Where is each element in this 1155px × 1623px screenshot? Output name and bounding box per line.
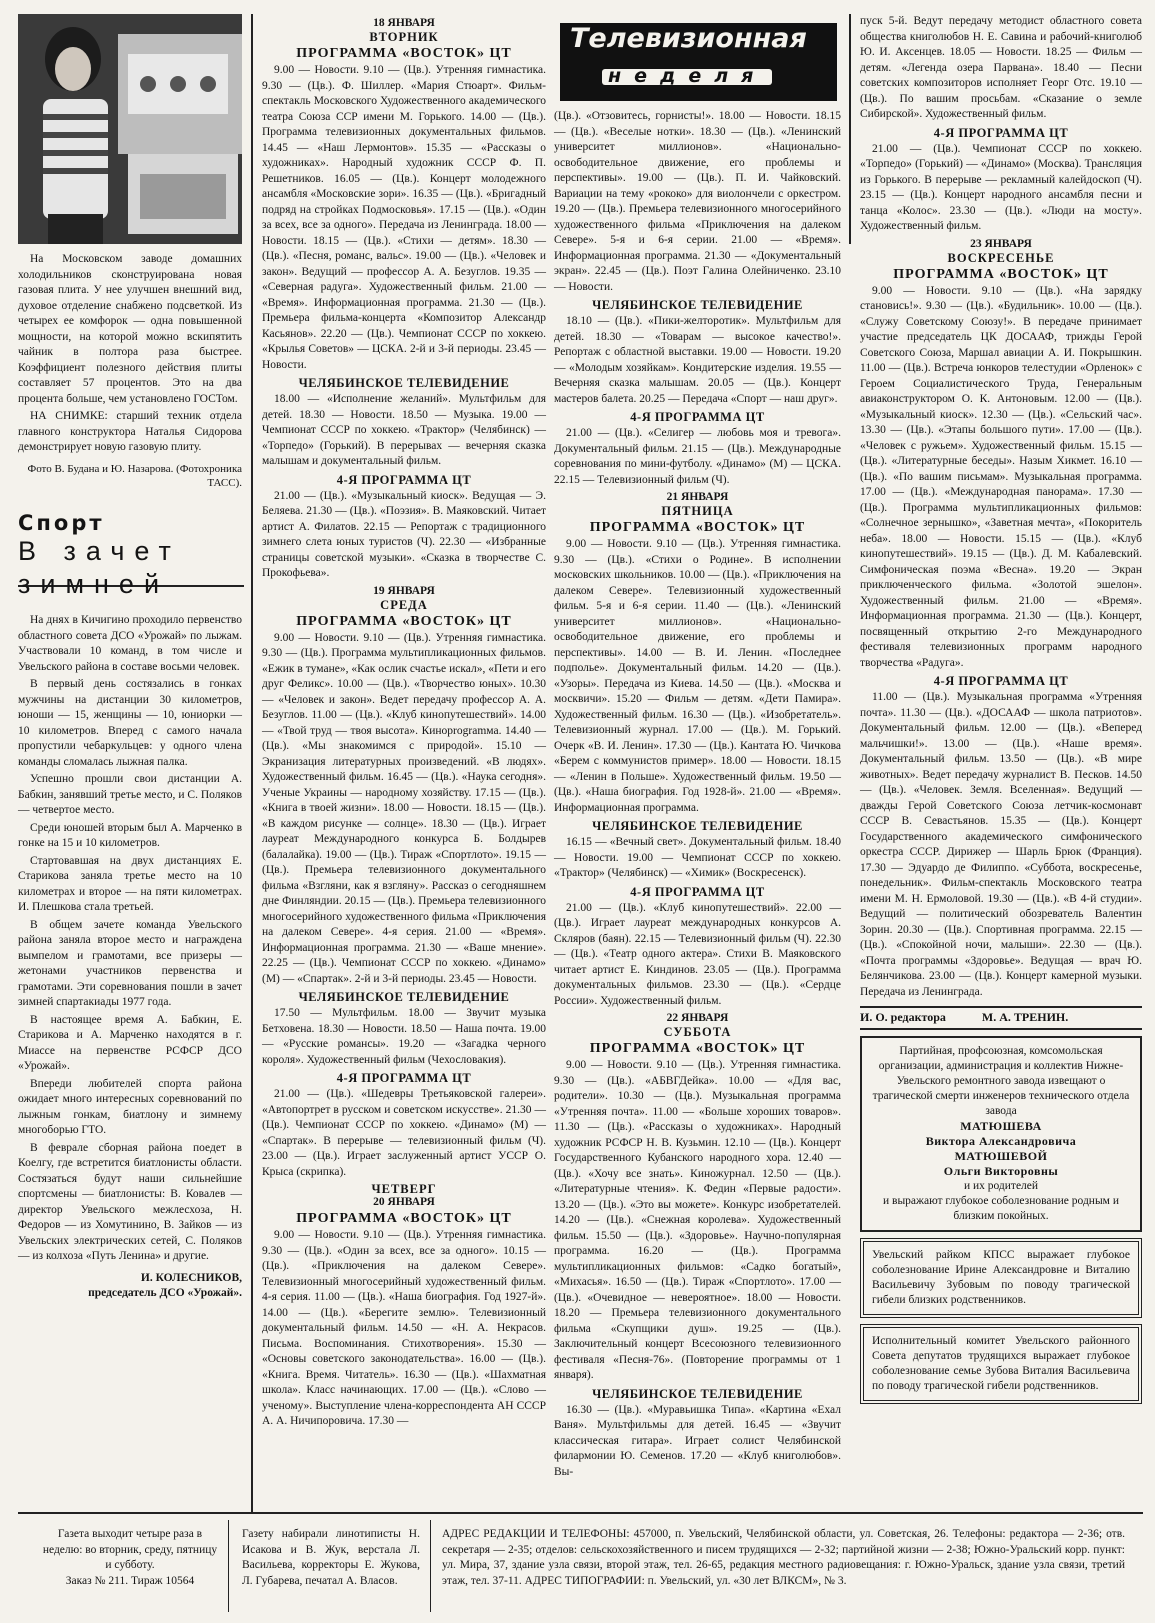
notice-name: МАТЮШЕВОЙ xyxy=(954,1148,1048,1163)
schedule-text: 21.00 — (Цв.). «Селигер — любовь моя и тревога». Документальный фильм. 21.15 — (Цв.). Международные соревнования по мини-футболу. «Динамо» (М) — ЦСКА. 22.15 — Телевизионный фильм (Ч). xyxy=(554,427,841,486)
schedule-text: 18.00 — «Исполнение желаний». Мультфильм для детей. 18.30 — Новости. 18.50 — Музыка. 19.00 — Чемпионат СССР по хоккею. «Трактор» (Челябинск) — «Торпедо» (Горький). В перерывах — вечерняя сказка малышам и документальный фильм. xyxy=(262,393,546,467)
schedule-text: 21.00 — (Цв.). «Музыкальный киоск». Ведущая — Э. Беляева. 21.30 — (Цв.). «Поэзия». В. Маяковский. Читает артист А. Филатов. 22.15 — Репортаж с традиционного зимнего слета юных туристов (Ч). 22.30 — «Избранные страницы советской музыки». «Сказка в творчестве С. Прокофьева». xyxy=(262,489,546,579)
footer-publication-info xyxy=(40,1527,220,1589)
condolence-notice xyxy=(860,1324,1142,1404)
day-date: 22 ЯНВАРЯ xyxy=(666,1012,729,1024)
footer-order: Заказ № 211. Тираж 10564 xyxy=(65,1574,195,1587)
schedule-text: 18.10 — (Цв.). «Пики-желторотик». Мультфильм для детей. 18.30 — «Товарам — высокое качество!». Репортаж с областной выставки. 19.00 — Новости. 19.20 — «Молодым хозяйкам». Кондитерские изделия. 19.55 — Вечерняя сказка малышам. 20.05 — (Цв.). Концерт мастеров балета. 20.25 — Передача «Спорт — наш друг». xyxy=(554,315,841,405)
day-date: 19 ЯНВАРЯ xyxy=(373,584,435,597)
day-date: 18 ЯНВАРЯ xyxy=(373,17,435,29)
notice-text: и выражают глубокое соболезнование родным и близким покойных. xyxy=(883,1194,1119,1222)
headline-line-1: В зачет xyxy=(18,536,181,566)
masthead-subtitle: неделя xyxy=(602,69,772,85)
program-heading: ЧЕЛЯБИНСКОЕ ТЕЛЕВИДЕНИЕ xyxy=(592,1386,803,1401)
program-heading: ПРОГРАММА «ВОСТОК» ЦТ xyxy=(893,266,1109,282)
program-heading: ПРОГРАММА «ВОСТОК» ЦТ xyxy=(296,1211,512,1226)
program-heading: ПРОГРАММА «ВОСТОК» ЦТ xyxy=(589,1041,806,1056)
footer-rule-v2 xyxy=(430,1520,431,1612)
footer-rule xyxy=(18,1512,1143,1514)
article-paragraph: На днях в Кичигино проходило первенство областного совета ДСО «Урожай» по лыжам. Участвовали 10 команд, в том числе и Увельского района в составе восьми человек. xyxy=(18,614,242,673)
obituary-notice xyxy=(860,1036,1142,1232)
photo-caption: На Московском заводе домашних холодильников сконструирована новая газовая плита. У нее улучшен внешний вид, духовое отделение снабжено подсветкой. Из четырех ее комфорок — одна повышенной мощности, на которой можно вскипятить чайник в полтора раза быстрее. Коэффициент полезного действия плиты составляет 57 процентов. Это на два процента больше, чем установлено ГОСТом. xyxy=(18,253,242,405)
notice-text: Исполнительный комитет Увельского районного Совета депутатов трудящихся выражает глубокое соболезнование семье Зубова Виталия Васильевича по поводу трагической гибели родственников. xyxy=(872,1334,1130,1392)
schedule-text: 17.50 — Мультфильм. 18.00 — Звучит музыка Бетховена. 18.30 — Новости. 18.50 — Наша почта. 19.00 — «Русские романсы». 19.20 — «Загадка черного короля». Художественный фильм (Чехословакия). xyxy=(262,1007,546,1066)
author-title: председатель ДСО «Урожай». xyxy=(88,1287,242,1299)
notice-text: и их родителей xyxy=(963,1179,1039,1192)
program-heading: 4-Я ПРОГРАММА ЦТ xyxy=(933,674,1069,688)
photo-image xyxy=(18,14,242,244)
photo-note: НА СНИМКЕ: старший техник отдела главного конструктора Наталья Сидорова демонстрирует новую газовую плиту. xyxy=(18,410,242,453)
schedule-text: 11.00 — (Цв.). Музыкальная программа «Утренняя почта». 11.30 — (Цв.). «ДОСААФ — школа патриотов». Документальный фильм. 12.00 — (Цв.). «Веперед мальчишки!». 13.00 — (Цв.). «Наше время». Документальный фильм. 13.50 — (Цв.). «В мире животных». Ведет передачу журналист В. Песков. 14.50 — (Цв.). «Человек. Земля. Вселенная». Ведущий — дважды Герой Советского Союза летчик-космонавт СССР В. Севастьянов. 15.35 — (Цв.). Концерт Государственного академического симфонического оркестра СССР. Дирижер — Шарль Брюк (Франция). 17.30 — Эдуардо де Филиппо. «Суббота, воскресенье, понедельник». Фильм-спектакль Московского театра имени М. Н. Ермоловой. 19.30 — (Цв.). «В 4-й студии». Ведущий — политический обозреватель Валентин Зорин. 20.30 — (Цв.). Спортивная программа. 22.15 — (Цв.). «Спокойной ночи, малыши». 22.30 — (Цв.). «Почта программы «Здоровье». Ведущая — врач Ю. Белянчикова. 23.00 — (Цв.). Концерт камерной музыки. Передача из Ленинграда. xyxy=(860,691,1142,998)
program-heading: 4-Я ПРОГРАММА ЦТ xyxy=(933,125,1069,140)
photo-credit: Фото В. Будана и Ю. Назарова. (Фотохроника ТАСС). xyxy=(27,462,242,489)
program-heading: ЧЕЛЯБИНСКОЕ ТЕЛЕВИДЕНИЕ xyxy=(298,990,510,1004)
schedule-text: пуск 5-й. Ведут передачу методист областного совета общества книголюбов Н. Е. Савина и рабочий-книголюб Ю. И. Аксенцев. 18.05 — Новости. 18.25 — Фильм — детям. «Легенда озера Парвана». 18.40 — Песни советских композиторов исполняет Георг Отс. 19.10 — (Цв.). По вашим просьбам. «Сказание о земле Сибирской». Художественный фильм. xyxy=(860,15,1142,120)
notice-text: Партийная, профсоюзная, комсомольская организации, администрация и коллектив Нижне-Увельского ремонтного завода извещают о трагической смерти инженеров технического отдела завода xyxy=(872,1044,1130,1117)
article-paragraph: В общем зачете команда Увельского района заняла второе место и награждена вымпелом и грамотами, все призеры — жетонами участников первенства и грамотами. Эти соревнования пошли в зачет зимней спартакиады 1977 года. xyxy=(18,918,242,1008)
column-2 xyxy=(262,14,546,1432)
day-weekday: СРЕДА xyxy=(380,597,428,612)
headline-line-2: зимней xyxy=(18,569,170,599)
program-heading: ЧЕЛЯБИНСКОЕ ТЕЛЕВИДЕНИЕ xyxy=(592,298,803,312)
schedule-text: (Цв.). «Отзовитесь, горнисты!». 18.00 — Новости. 18.15 — (Цв.). «Веселые нотки». 18.30 — (Цв.). «Ленинский университет миллионов». «Национально-освободительное движение, его проблемы и перспективы». 19.00 — (Цв.). П. И. Чайковский. Вариации на тему «рококо» для виолончели с оркестром. 19.20 — (Цв.). Премьера телевизионного многосерийного художественного фильма «Приключения на далеком Севере». 5-я и 6-я серии. 21.00 — «Время». Информационная программа. 21.30 — «Документальный экран». 22.45 — (Цв.). Поэт Галина Олейниченко. 23.10 — Новости. xyxy=(554,110,841,293)
condolence-notice xyxy=(860,1238,1142,1318)
section-label-sport: Спорт xyxy=(18,510,105,535)
program-heading: ПРОГРАММА «ВОСТОК» ЦТ xyxy=(589,520,806,535)
day-weekday: ЧЕТВЕРГ xyxy=(371,1182,437,1196)
article-paragraph: В феврале сборная района поедет в Коелгу, где встретится биатлонисты области. Состязаться будут наши сильнейшие спортсмены — биатлонисты: В. Ковалев — директор Увельского межлесхоза, Н. Федоров — из Хомутинино, В. Зайков — из Увельских электрических сетей, С. Поляков — из колхоза «Путь Ленина» и другие. xyxy=(18,1141,242,1262)
article-paragraph: В настоящее время А. Бабкин, Е. Старикова и А. Марченко находятся в г. Миассе на первенстве РСФСР ДСО «Урожай». xyxy=(18,1013,242,1072)
schedule-text: 21.00 — (Цв.). Чемпионат СССР по хоккею. «Торпедо» (Горький) — «Динамо» (Москва). Трансляция из Горького. В перерыве — рекламный калейдоскоп (Ч). 23.15 — (Цв.). Концерт народного ансамбля песни и танца «Колос». 23.30 — (Цв.). «Люди на мосту». Художественный фильм. xyxy=(860,142,1142,232)
program-heading: 4-Я ПРОГРАММА ЦТ xyxy=(336,472,472,487)
schedule-text: 9.00 — Новости. 9.10 — (Цв.). Утренняя гимнастика. 9.30 — (Цв.). «АБВГДейка». 10.00 — «Для вас, родители». 10.30 — (Цв.). Музыкальная программа «Утренняя почта». 11.00 — «Больше хороших товаров». 11.30 — (Цв.). «Рассказы о художниках». Народный художник РСФСР Н. В. Кузьмин. 12.10 — (Цв.). Концерт Государственного Кубанского народного хора. 12.40 — (Цв.). «Хочу все знать». Киножурнал. 12.50 — (Цв.). «Литературные чтения». К. Федин «Первые радости». 13.20 — (Цв.). «Это вы можете». Конкурс изобретателей. 14.20 — (Цв.). «Снежная королева». Художественный фильм. 15.50 — (Цв.). «Здоровье». Научно-популярная программа. 16.20 — (Цв.). Программа мультипликационных фильмов: «Садко богатый», «Михасья». 16.50 — (Цв.). Тираж «Спортлото». 17.00 — (Цв.). «Очевидное — невероятное». 18.00 — Новости. 18.20 — Премьера телевизионного документального фильма «Скупщики душ». 19.25 — (Цв.). Заключительный концерт Всесоюзного телевизионного фестиваля «Песня-76». (Повторение программы от 1 января). xyxy=(554,1059,841,1381)
program-heading: 4-Я ПРОГРАММА ЦТ xyxy=(336,1071,472,1085)
editor-name: М. А. ТРЕНИН. xyxy=(981,1010,1069,1024)
program-heading: ЧЕЛЯБИНСКОЕ ТЕЛЕВИДЕНИЕ xyxy=(592,819,803,833)
program-heading: ПРОГРАММА «ВОСТОК» ЦТ xyxy=(296,613,512,629)
editor-line xyxy=(860,1006,1142,1030)
notice-text: Увельский райком КПСС выражает глубокое соболезнование Ирине Александровне и Виталию Васильевичу Зубовым по поводу трагической гибели близких родственников. xyxy=(872,1248,1130,1306)
article-paragraph: Впереди любителей спорта района ожидает много интересных соревнований по лыжным гонкам, биатлону и зимнему многоборью ГТО. xyxy=(18,1077,242,1136)
column-1 xyxy=(18,14,242,1302)
masthead-title: Телевизионная xyxy=(570,23,807,54)
day-date: 20 ЯНВАРЯ xyxy=(373,1196,435,1208)
schedule-text: 9.00 — Новости. 9.10 — (Цв.). Утренняя гимнастика. 9.30 — (Цв.). Ф. Шиллер. «Мария Стюарт». Фильм-спектакль Московского Художественного академического театра Союза ССР имени М. Горького. 14.00 — (Цв.). Программа телевизионных документальных фильмов. 14.45 — «Наш Лермонтов». 15.35 — «Рассказы о художниках». Народный художник СССР Ф. П. Решетников. 16.05 — (Цв.). Концерт молодежного ансамбля «Московские зори». 16.35 — (Цв.). «Бригадный подряд на стройках Подмосковья». 17.15 — (Цв.). «Один за всех, все за одного». Передача из Ленинграда. 18.00 — Новости. 18.15 — (Цв.). «Стихи — детям». 18.30 — (Цв.). «Песня, романс, вальс». 19.00 — (Цв.). «Человек и закон». Ведущий — профессор А. А. Безуглов. 19.35 — «Северная радуга». Художественный фильм. 21.00 — «Время». Информационная программа. 21.30 — (Цв.). Премьера фильма-концерта «Композитор Александр Касьянов». 22.20 — (Цв.). Чемпионат СССР по хоккею. «Крылья Советов» — ЦСКА. 2-й и 3-й периоды. 23.45 — Новости. xyxy=(262,64,546,371)
day-date: 21 ЯНВАРЯ xyxy=(666,491,729,503)
schedule-text: 9.00 — Новости. 9.10 — (Цв.). «На зарядку становись!». 9.30 — (Цв.). «Будильник». 10.00 — (Цв.). «Служу Советскому Союзу!». В передаче принимает участие председатель ЦК ДОСААФ, трижды Герой Советского Союза, Маршал авиации А. И. Покрышкин. 11.00 — (Цв.). Встреча юнкоров телестудии «Орленок» с Героем Социалистического Труда, Генеральным авиаконструктором О. К. Антоновым. 12.00 — (Цв.). «Музыкальный киоск». 12.30 — (Цв.). «Сельский час». 13.30 — (Цв.). «Этапы большого пути». 17.00 — (Цв.). «Человек с ружьем». Художественный фильм. 15.15 — (Цв.). «Литературные беседы». Назым Хикмет. 16.10 — (Цв.). «По вашим письмам». Музыкальная программа. 17.00 — (Цв.). «Международная панорама». 17.30 — (Цв.). Программа мультипликационных фильмов: «Солнечное зернышко», «Заветная мечта», «Покоритель неба». 18.00 — Новости. 15.15 — (Цв.). «Клуб кинопутешествий». 19.15 — (Цв.). Д. М. Кабалевский. Симфоническая поэма «Весна». 19.20 — Экран приключенческого фильма. «Золотой эшелон». Художественный фильм. 21.00 — «Время». Информационная программа. 21.30 — (Цв.). Концерт, посвященный открытию 2-го Международного фестиваля телевизионных программ народного творчества «Радуга». xyxy=(860,284,1142,669)
photo-gas-stove xyxy=(18,14,242,244)
day-weekday: ПЯТНИЦА xyxy=(661,504,734,518)
schedule-text: 16.15 — «Вечный свет». Документальный фильм. 18.40 — Новости. 19.00 — Чемпионат СССР по хоккею. «Трактор» (Челябинск) — «Химик» (Воскресенск). xyxy=(554,836,841,879)
notice-name: Ольги Викторовны xyxy=(943,1163,1059,1178)
schedule-text: 9.00 — Новости. 9.10 — (Цв.). Утренняя гимнастика. 9.30 — (Цв.). «Один за всех, все за одного». 10.15 — (Цв.). «Приключения на далеком Севере». Телевизионный многосерийный художественный фильм. 4-я серия. 11.00 — (Цв.). «Наша биография. Год 1927-й». 14.00 — (Цв.). «Берегите землю». Телевизионный документальный фильм. 14.50 — «Н. А. Некрасов. Письма. Воспоминания. Стихотворения». 15.30 — «Основы советского законодательства». 16.00 — (Цв.). «Книга. Время. Читатель». 16.30 — (Цв.). «Шахматная школа». Класс начинающих. 17.00 — (Цв.). «Слово — ученому». Выступление члена-корреспондента АН СССР А. А. Ничипоровича. 17.30 — xyxy=(262,1229,546,1427)
notice-name: Виктора Александровича xyxy=(925,1133,1077,1148)
footer-schedule: Газета выходит четыре раза в неделю: во вторник, среду, пятницу и субботу. xyxy=(42,1528,218,1571)
day-weekday: СУББОТА xyxy=(663,1025,732,1039)
masthead xyxy=(560,23,837,101)
day-weekday: ВТОРНИК xyxy=(369,30,439,44)
schedule-text: 9.00 — Новости. 9.10 — (Цв.). Утренняя гимнастика. 9.30 — (Цв.). Программа мультипликационных фильмов. «Ежик в тумане», «Как ослик счастье искал», «Пети и его друг Феликс». 10.00 — (Цв.). «Творчество юных». 10.30 — «Человек и закон». Ведет передачу профессор А. А. Безуглов. 11.00 — (Цв.). «Клуб кинопутешествий». 14.00 — «Твой труд — твоя высота». Киноprogramма. 14.40 — (Цв.). «Мы знакомимся с природой». 15.10 — Экранизация литературных произведений. «В людях». Художественный фильм. 16.45 — (Цв.). «Наука сегодня». Ученые Украины — народному хозяйству. 17.15 — (Цв.). «Книга в твоей жизни». 18.00 — Новости. 18.15 — (Цв.). «В каждом рисунке — солнце». 18.30 — (Цв.). Играет лауреат Международного конкурса Б. Болдырев (балалайка). 19.00 — (Цв.). Тираж «Спортлото». 19.15 — (Цв.). Премьера телевизионного документального фильма «Взгляни, как я взгляну». Рассказ о сегодняшнем дне Финляндии. 20.15 — (Цв.). Премьера телевизионного многосерийного художественного фильма «Приключения на далеком Севере». 4-я серия. 21.00 — «Время». Информационная программа. 21.30 — «Ваше мнение». 22.25 — (Цв.). Чемпионат СССР по хоккею. «Динамо» (М) — «Спартак». 2-й и 3-й периоды. 23.45 — Новости. xyxy=(262,631,546,985)
column-3 xyxy=(554,14,841,1482)
schedule-text: 21.00 — (Цв.). «Шедевры Третьяковской галереи». «Автопортрет в русском и советском искусстве». 21.30 — (Цв.). Чемпионат СССР по хоккею. «Динамо» (М) — «Спартак». В перерыве — телевизионный фильм (Ч). 23.00 — (Цв.). Играет заслуженный артист УССР О. Крыса (скрипка). xyxy=(262,1088,546,1178)
article-paragraph: В первый день состязались в гонках мужчины на дистанции 30 километров, юноши — 15, женщины — 10, юниорки — 10 километров. Вперед с самого начала пропустили чебаркульцев: у одного члена команды сломалась лыжная палка. xyxy=(18,678,242,768)
article-paragraph: Стартовавшая на двух дистанциях Е. Старикова заняла третье место на 10 километрах и второе — на пяти километрах. И. Плешкова стала третьей. xyxy=(18,854,242,913)
day-date: 23 ЯНВАРЯ xyxy=(970,237,1032,250)
article-paragraph: Успешно прошли свои дистанции А. Бабкин, занявший третье место, и С. Поляков — четвертое место. xyxy=(18,773,242,816)
notice-name: МАТЮШЕВА xyxy=(960,1118,1042,1133)
schedule-text: 16.30 — (Цв.). «Муравьишка Типа». «Картина «Ехал Ваня». Мультфильмы для детей. 16.45 — «Звучит классическая гитара». Играет солист Челябинской филармонии Ю. Семенов. 17.20 — «Клуб книголюбов». Вы- xyxy=(554,1403,841,1478)
column-rule-1 xyxy=(251,14,253,1514)
footer-rule-v1 xyxy=(228,1520,229,1612)
schedule-text: 9.00 — Новости. 9.10 — (Цв.). Утренняя гимнастика. 9.30 — (Цв.). «Стихи о Родине». В исполнении московских школьников. 10.00 — (Цв.). «Приключения на далеком Севере». Телевизионный художественный фильм. 5-я и 6-я серии. 11.40 — (Цв.). «Ленинский университет миллионов». «Национально-освободительное движение, его проблемы и перспективы». 14.00 — В. И. Ленин. «Последнее подполье». Документальный фильм. 14.20 — (Цв.). «Узоры». Передача из Киева. 14.50 — (Цв.). «Москва и москвичи». 15.20 — Фильм — детям. «Дети Памира». Художественный фильм. 16.30 — (Цв.). «Изобретатель». Телевизионный журнал. 17.00 — (Цв.). М. Горький. Очерк «В. И. Ленин». 17.30 — (Цв.). Кантата Ю. Чичкова «Берем с коммунистов пример». 18.00 — Новости. 18.15 — «Ленин в Польше». Художественный фильм. 19.50 — (Цв.). «Наша биография. Год 1928-й». 21.00 — «Время». Информационная программа. xyxy=(554,538,841,814)
day-weekday: ВОСКРЕСЕНЬЕ xyxy=(947,250,1055,265)
program-heading: ПРОГРАММА «ВОСТОК» ЦТ xyxy=(296,46,512,61)
footer-typesetters: Газету набирали линотиписты Н. Исакова и В. Жук, верстала Л. Васильева, корректоры Е. Жукова, Л. Губарева, печатал А. Власов. xyxy=(242,1528,420,1587)
article-paragraph: Среди юношей вторым был А. Марченко в гонке на 15 и 10 километров. xyxy=(18,821,242,849)
column-rule-2 xyxy=(849,14,851,244)
program-heading: ЧЕЛЯБИНСКОЕ ТЕЛЕВИДЕНИЕ xyxy=(298,376,510,390)
author-name: И. КОЛЕСНИКОВ, xyxy=(140,1271,242,1284)
program-heading: 4-Я ПРОГРАММА ЦТ xyxy=(630,884,765,899)
editor-label: И. О. редактора xyxy=(860,1010,946,1024)
program-heading: 4-Я ПРОГРАММА ЦТ xyxy=(630,410,765,424)
schedule-text: 21.00 — (Цв.). «Клуб кинопутешествий». 22.00 — (Цв.). Играет лауреат международных конкурсов А. Скляров (баян). 22.15 — Телевизионный фильм (Ч). 22.30 — (Цв.). «Театр одного актера». Стихи В. Маяковского читает артист Е. Киндинов. 23.05 — (Цв.). Программа документальных фильмов. 23.30 — (Цв.). «Сердце России». Художественный фильм. xyxy=(554,901,841,1007)
footer-address: АДРЕС РЕДАКЦИИ И ТЕЛЕФОНЫ: 457000, п. Увельский, Челябинской области, ул. Советская, 26. Телефоны: редактора — 2-36; отв. секретаря — 2-35; отделов: сельскохозяйственного и писем трудящихся — 2-32; партийной жизни — 2-38; Южно-Уральский корр. пункт: ул. Мира, 37, здание узла связи, второй этаж, тел. 26-65, редакция местного радиовещания: г. Южно-Уральск, здание узла связи, третий этаж, тел. 37-11. АДРЕС ТИПОГРАФИИ: п. Увельский, ул. «30 лет ВЛКСМ», № 3. xyxy=(442,1528,1125,1587)
column-4 xyxy=(860,14,1142,1410)
